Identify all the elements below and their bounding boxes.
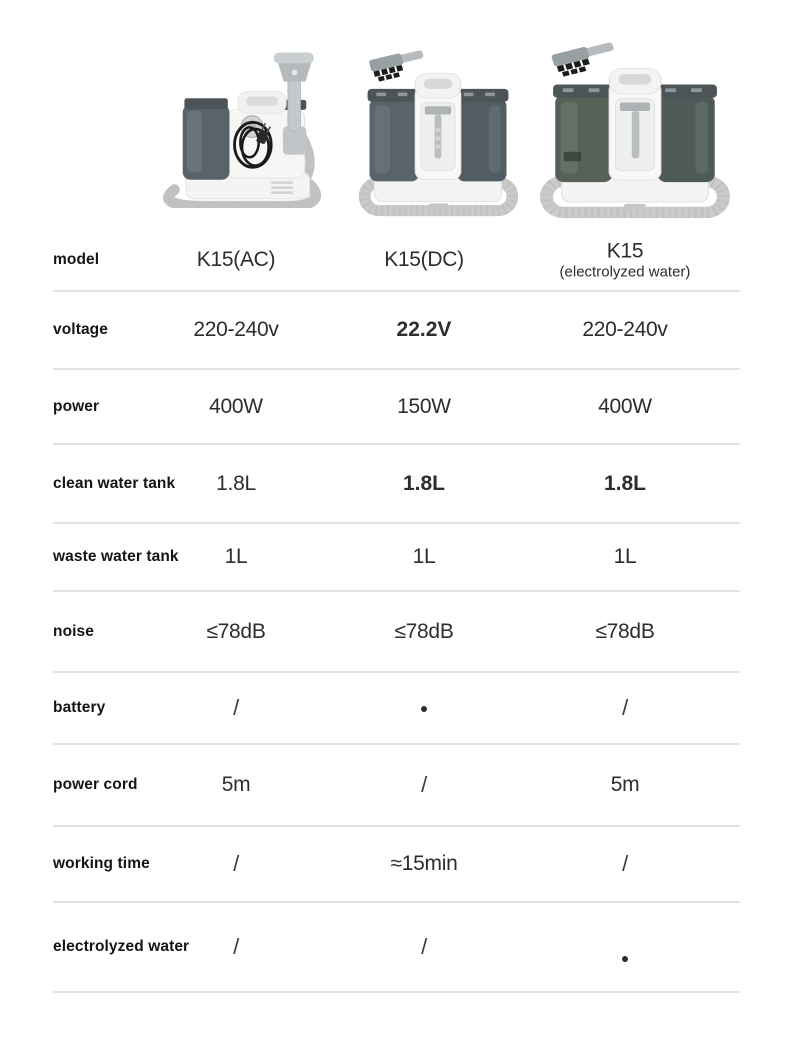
cell-model-3: [535, 239, 715, 280]
cell-power-2: 150W: [397, 394, 451, 418]
cell-power-3: 400W: [598, 394, 652, 418]
row-electrolyzed-water: [53, 903, 740, 993]
row-model: [53, 230, 740, 292]
spot-cleaner-dc-illustration: [353, 44, 523, 218]
row-label-power-cord: power cord: [53, 776, 138, 793]
cell-electrolyzed-1: /: [233, 934, 239, 959]
cell-clean-tank-1: 1.8L: [216, 471, 256, 495]
cell-waste-tank-3: 1L: [613, 545, 637, 568]
cell-battery-2: ●: [419, 700, 429, 716]
cell-noise-3: ≤78dB: [595, 619, 655, 643]
row-label-voltage: voltage: [53, 321, 108, 338]
model-subtitle: (electrolyzed water): [559, 263, 691, 281]
cell-electrolyzed-2: /: [421, 934, 427, 959]
cell-clean-tank-2: 1.8L: [402, 471, 446, 495]
cell-voltage-2: 22.2V: [396, 318, 452, 341]
cell-working-time-1: /: [233, 851, 239, 876]
cell-clean-tank-3: 1.8L: [603, 471, 647, 495]
cell-noise-2: ≤78dB: [394, 619, 454, 643]
product-image-k15-ac: [146, 50, 338, 208]
cell-model-1: K15(AC): [196, 248, 276, 271]
spec-comparison-table: [53, 230, 740, 993]
spot-cleaner-electrolyzed-illustration: [538, 40, 732, 220]
row-battery: [53, 673, 740, 745]
row-voltage: [53, 292, 740, 370]
cell-noise-1: ≤78dB: [206, 619, 266, 643]
row-label-clean-water-tank: clean water tank: [53, 474, 176, 492]
cell-electrolyzed-3: ●: [620, 949, 630, 966]
row-waste-water-tank: [53, 524, 740, 592]
product-image-row: [0, 0, 790, 230]
row-working-time: [53, 827, 740, 903]
cell-power-cord-1: 5m: [221, 773, 251, 796]
row-noise: [53, 592, 740, 673]
cell-voltage-1: 220-240v: [193, 318, 279, 341]
product-image-k15-dc: [353, 44, 523, 218]
cell-waste-tank-1: 1L: [224, 545, 248, 568]
row-label-noise: noise: [53, 622, 94, 640]
spot-cleaner-ac-illustration: [146, 50, 338, 208]
row-label-battery: battery: [53, 699, 106, 716]
cell-battery-1: /: [233, 695, 239, 720]
cell-voltage-3: 220-240v: [582, 318, 668, 341]
row-clean-water-tank: [53, 445, 740, 524]
product-image-k15-electrolyzed: [538, 40, 732, 220]
row-label-power: power: [53, 397, 100, 415]
row-label-electrolyzed-water: electrolyzed water: [53, 938, 190, 955]
cell-working-time-3: /: [622, 851, 628, 876]
row-label-working-time: working time: [53, 855, 150, 872]
cell-battery-3: /: [622, 695, 628, 720]
cell-working-time-2: ≈15min: [390, 852, 458, 875]
row-label-model: model: [53, 251, 100, 268]
cell-waste-tank-2: 1L: [412, 545, 436, 568]
cell-power-cord-3: 5m: [610, 773, 640, 796]
cell-power-cord-2: /: [421, 772, 427, 797]
row-power: [53, 370, 740, 445]
row-power-cord: [53, 745, 740, 827]
model-name: K15: [606, 239, 644, 263]
cell-power-1: 400W: [209, 394, 263, 418]
row-label-waste-water-tank: waste water tank: [53, 548, 179, 565]
cell-model-2: K15(DC): [384, 248, 464, 271]
